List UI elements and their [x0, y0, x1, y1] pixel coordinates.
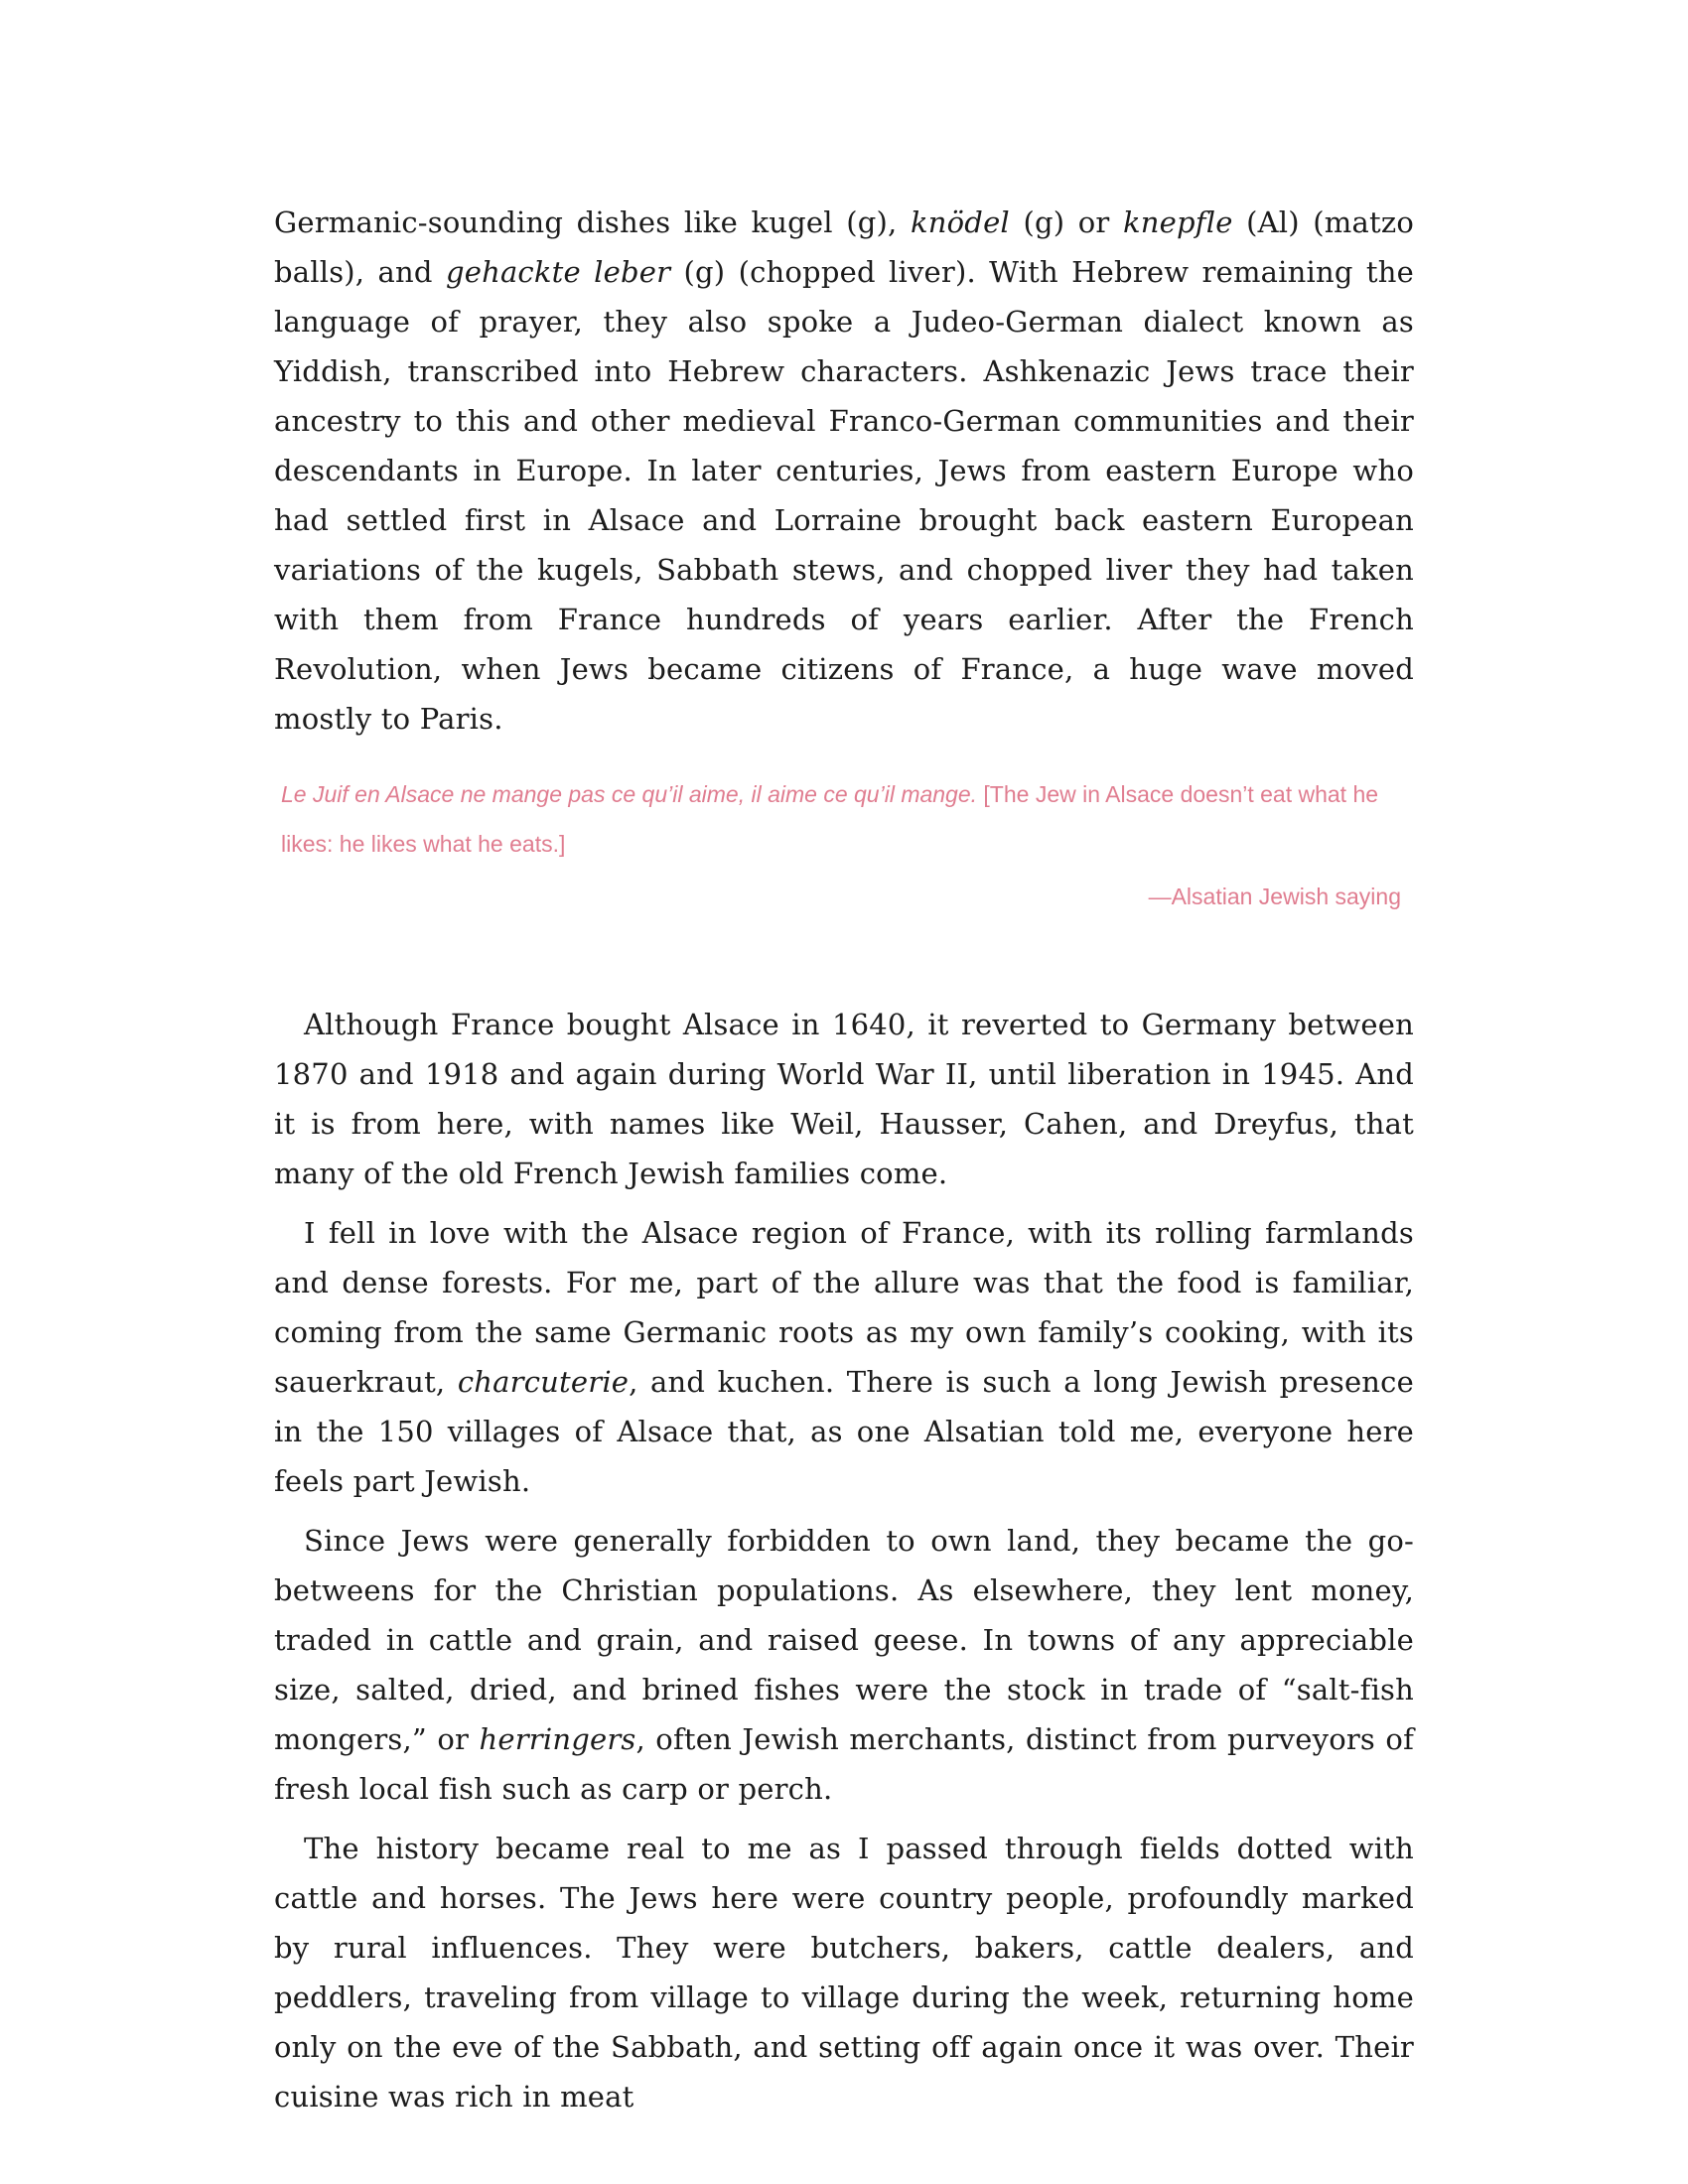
- text-run: , often Jewish merchants, distinct from purveyors of fresh local fish such as carp or perch.: [274, 1722, 1414, 1806]
- paragraph-go-betweens: [274, 1516, 1414, 1814]
- text-run: (g) (chopped liver). With Hebrew remaining the language of prayer, they also spoke a Judeo-German dialect known as Yiddish, transcribed into Hebrew characters. Ashkenazic Jews trace their ancestry to this and other medieval Franco-German communities and their descendants in Europe. In later centuries, Jews from eastern Europe who had settled first in Alsace and Lorraine brought back eastern European variations of the kugels, Sabbath stews, and chopped liver they had taken with them from France hundreds of years earlier. After the French Revolution, when Jews became citizens of France, a huge wave moved mostly to Paris.: [274, 255, 1414, 736]
- paragraph-kugel: [274, 198, 1414, 744]
- text-run: (g) or: [1009, 205, 1124, 239]
- body-text-top: [274, 198, 1414, 744]
- epigraph-quote: [281, 769, 1401, 869]
- italic-term-charcuterie: charcuterie: [457, 1365, 630, 1399]
- epigraph: [281, 769, 1401, 920]
- text-run: (Al) (matzo balls), and: [274, 205, 1414, 289]
- paragraph-alsace-love: [274, 1208, 1414, 1506]
- body-text-bottom: [274, 1000, 1414, 2121]
- text-run: , and kuchen. There is such a long Jewish presence in the 150 villages of Alsace that, as one Alsatian told me, everyone here feels part Jewish.: [274, 1365, 1414, 1498]
- epigraph-quote-french: Le Juif en Alsace ne mange pas ce qu’il aime, il aime ce qu’il mange.: [281, 781, 978, 807]
- italic-term-knodel: knödel: [911, 205, 1010, 239]
- epigraph-quote-english: [The Jew in Alsace doesn’t eat what he likes: he likes what he eats.]: [281, 781, 1379, 857]
- italic-term-knepfle: knepfle: [1123, 205, 1233, 239]
- epigraph-attribution: —Alsatian Jewish saying: [1148, 884, 1401, 909]
- paragraph-country-people: The history became real to me as I passed through fields dotted with cattle and horses. The Jews here were country people, profoundly marked by rural influences. They were butchers, bakers, cattle dealers, and peddlers, traveling from village to village during the week, returning home only on the eve of the Sabbath, and setting off again once it was over. Their cuisine was rich in meat: [274, 1832, 1414, 2114]
- text-run: Since Jews were generally forbidden to own land, they became the go-betweens for the Christian populations. As elsewhere, they lent money, traded in cattle and grain, and raised geese. In towns of any appreciable size, salted, dried, and brined fishes were the stock in trade of “salt-fish mongers,” or: [274, 1524, 1414, 1756]
- italic-term-gehackte-leber: gehackte leber: [445, 255, 671, 289]
- paragraph-history: Although France bought Alsace in 1640, it reverted to Germany between 1870 and 1918 and again during World War II, until liberation in 1945. And it is from here, with names like Weil, Hausser, Cahen, and Dreyfus, that many of the old French Jewish families come.: [274, 1008, 1414, 1190]
- text-run: Germanic-sounding dishes like kugel (g),: [274, 205, 911, 239]
- text-run: I fell in love with the Alsace region of France, with its rolling farmlands and dense forests. For me, part of the allure was that the food is familiar, coming from the same Germanic roots as my own family’s cooking, with its sauerkraut,: [274, 1216, 1414, 1399]
- italic-term-herringers: herringers: [479, 1722, 636, 1756]
